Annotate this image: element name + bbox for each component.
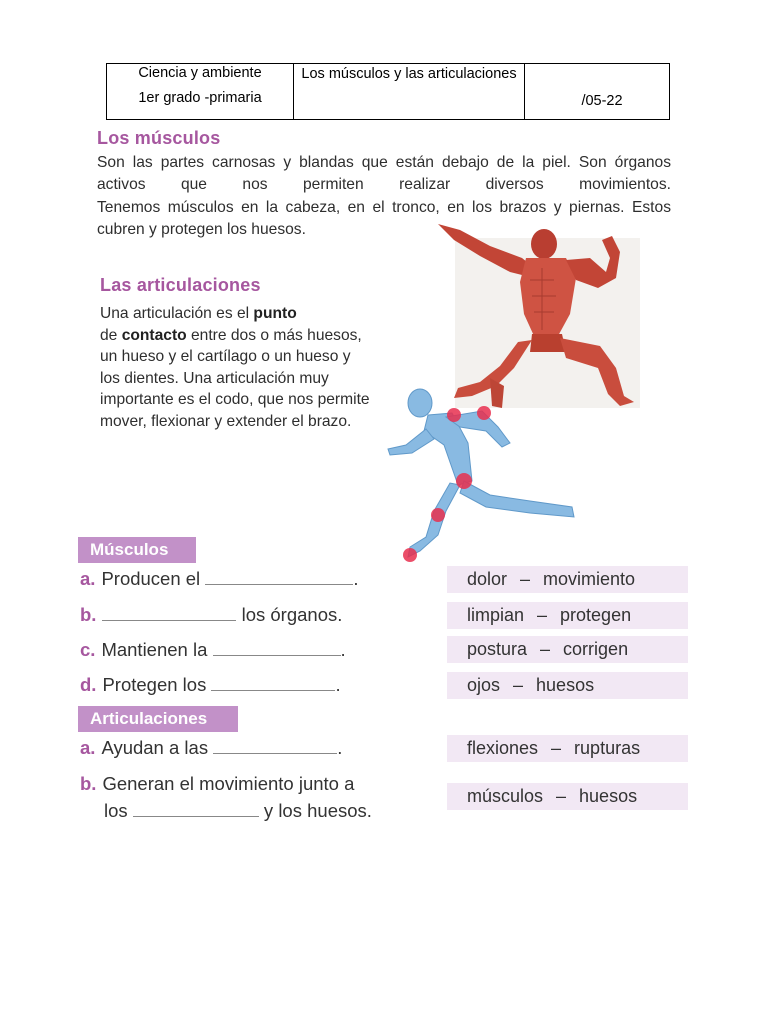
joint-knee	[431, 508, 445, 522]
joint-ankle	[403, 548, 417, 562]
question-text-line1: Generan el movimiento junto a	[102, 773, 355, 794]
musculos-option-a	[447, 566, 688, 593]
header-date: /05-22	[581, 93, 623, 109]
musculos-title: Los músculos	[97, 128, 221, 148]
skeleton-head	[408, 389, 432, 417]
header-subject: Ciencia y ambiente	[138, 65, 262, 81]
musculos-question-d	[80, 674, 341, 696]
musculos-question-a	[80, 568, 358, 590]
articulaciones-bold-punto: punto	[253, 305, 297, 322]
option-separator: –	[551, 738, 562, 758]
question-text-before: Mantienen la	[101, 639, 213, 660]
joint-hip	[456, 473, 472, 489]
joint-elbow	[477, 406, 491, 420]
option-separator: –	[556, 786, 567, 806]
option-left: dolor	[467, 569, 508, 589]
articulaciones-text-a: Una articulación es el	[100, 305, 254, 322]
option-right: corrigen	[563, 639, 629, 659]
articulaciones-question-a	[80, 737, 342, 759]
answer-blank[interactable]	[133, 814, 259, 817]
question-text-before: Ayudan a las	[101, 737, 214, 758]
question-text-after: .	[335, 674, 341, 695]
question-letter: a.	[80, 737, 96, 758]
muscular-body-figure	[430, 218, 640, 408]
option-right: rupturas	[574, 738, 641, 758]
musculos-label: Músculos	[78, 537, 196, 563]
question-letter: b.	[80, 604, 97, 625]
option-separator: –	[540, 639, 551, 659]
articulaciones-bold-contacto: contacto	[121, 326, 187, 344]
question-text-after: y los huesos.	[258, 800, 372, 821]
question-letter: c.	[80, 639, 96, 660]
articulaciones-question-b-line1	[80, 773, 354, 795]
musculos-option-b	[447, 602, 688, 629]
option-separator: –	[513, 675, 524, 695]
skeleton-back-leg	[460, 481, 574, 517]
option-left: postura	[467, 639, 528, 659]
question-text-after: .	[353, 568, 359, 589]
answer-blank[interactable]	[213, 653, 341, 656]
musculos-paragraph-1: Son las partes carnosas y blandas que están debajo de la piel. Son órganos activos que nos permiten realizar diversos movimientos.	[97, 154, 671, 193]
articulaciones-paragraph	[100, 303, 372, 432]
articulaciones-title: Las articulaciones	[100, 275, 261, 295]
option-separator: –	[520, 569, 531, 589]
musculos-option-c	[447, 636, 688, 663]
question-text-after: .	[340, 639, 346, 660]
question-letter: a.	[80, 568, 96, 589]
articulaciones-text-b: de	[100, 326, 122, 344]
header-grade: 1er grado -primaria	[138, 90, 262, 106]
option-left: músculos	[467, 786, 544, 806]
answer-blank[interactable]	[213, 751, 337, 754]
question-letter: d.	[80, 674, 97, 695]
option-left: flexiones	[467, 738, 539, 758]
muscle-head	[531, 229, 557, 259]
musculos-question-c	[80, 639, 346, 661]
articulaciones-option-a	[447, 735, 688, 762]
articulaciones-option-b	[447, 783, 688, 810]
option-right: huesos	[579, 786, 638, 806]
muscle-hips	[530, 334, 566, 352]
header-table	[106, 63, 670, 120]
option-separator: –	[537, 605, 548, 625]
header-subject-cell	[107, 64, 294, 120]
articulaciones-text-c: entre dos o más huesos, un hueso y el cartílago o un hueso y los dientes. Una articulación muy importante es el codo, que nos permite mover, flexionar y extender el brazo.	[100, 326, 370, 430]
option-right: protegen	[560, 605, 632, 625]
question-text-after: .	[337, 737, 343, 758]
question-text-before: Protegen los	[102, 674, 212, 695]
joint-shoulder	[447, 408, 461, 422]
header-topic-cell	[294, 64, 525, 120]
answer-blank[interactable]	[211, 688, 335, 691]
question-text-after: los órganos.	[236, 604, 343, 625]
articulaciones-question-b-line2	[104, 800, 372, 822]
option-left: limpian	[467, 605, 525, 625]
musculos-paragraph-2: Tenemos músculos en la cabeza, en el tronco, en los brazos y piernas. Estos cubren y protegen los huesos.	[97, 199, 671, 238]
header-topic: Los músculos y las articulaciones	[301, 66, 517, 82]
answer-blank[interactable]	[102, 618, 236, 621]
option-right: movimiento	[543, 569, 636, 589]
option-left: ojos	[467, 675, 501, 695]
header-date-cell	[525, 64, 670, 120]
question-letter: b.	[80, 773, 97, 794]
skeleton-runner-figure	[380, 385, 580, 565]
skeleton-left-arm	[388, 429, 434, 455]
answer-blank[interactable]	[205, 582, 353, 585]
musculos-option-d	[447, 672, 688, 699]
question-text-before: Producen el	[101, 568, 206, 589]
musculos-question-b	[80, 604, 342, 626]
option-right: huesos	[536, 675, 595, 695]
articulaciones-label: Articulaciones	[78, 706, 238, 732]
question-text-before: los	[104, 800, 133, 821]
